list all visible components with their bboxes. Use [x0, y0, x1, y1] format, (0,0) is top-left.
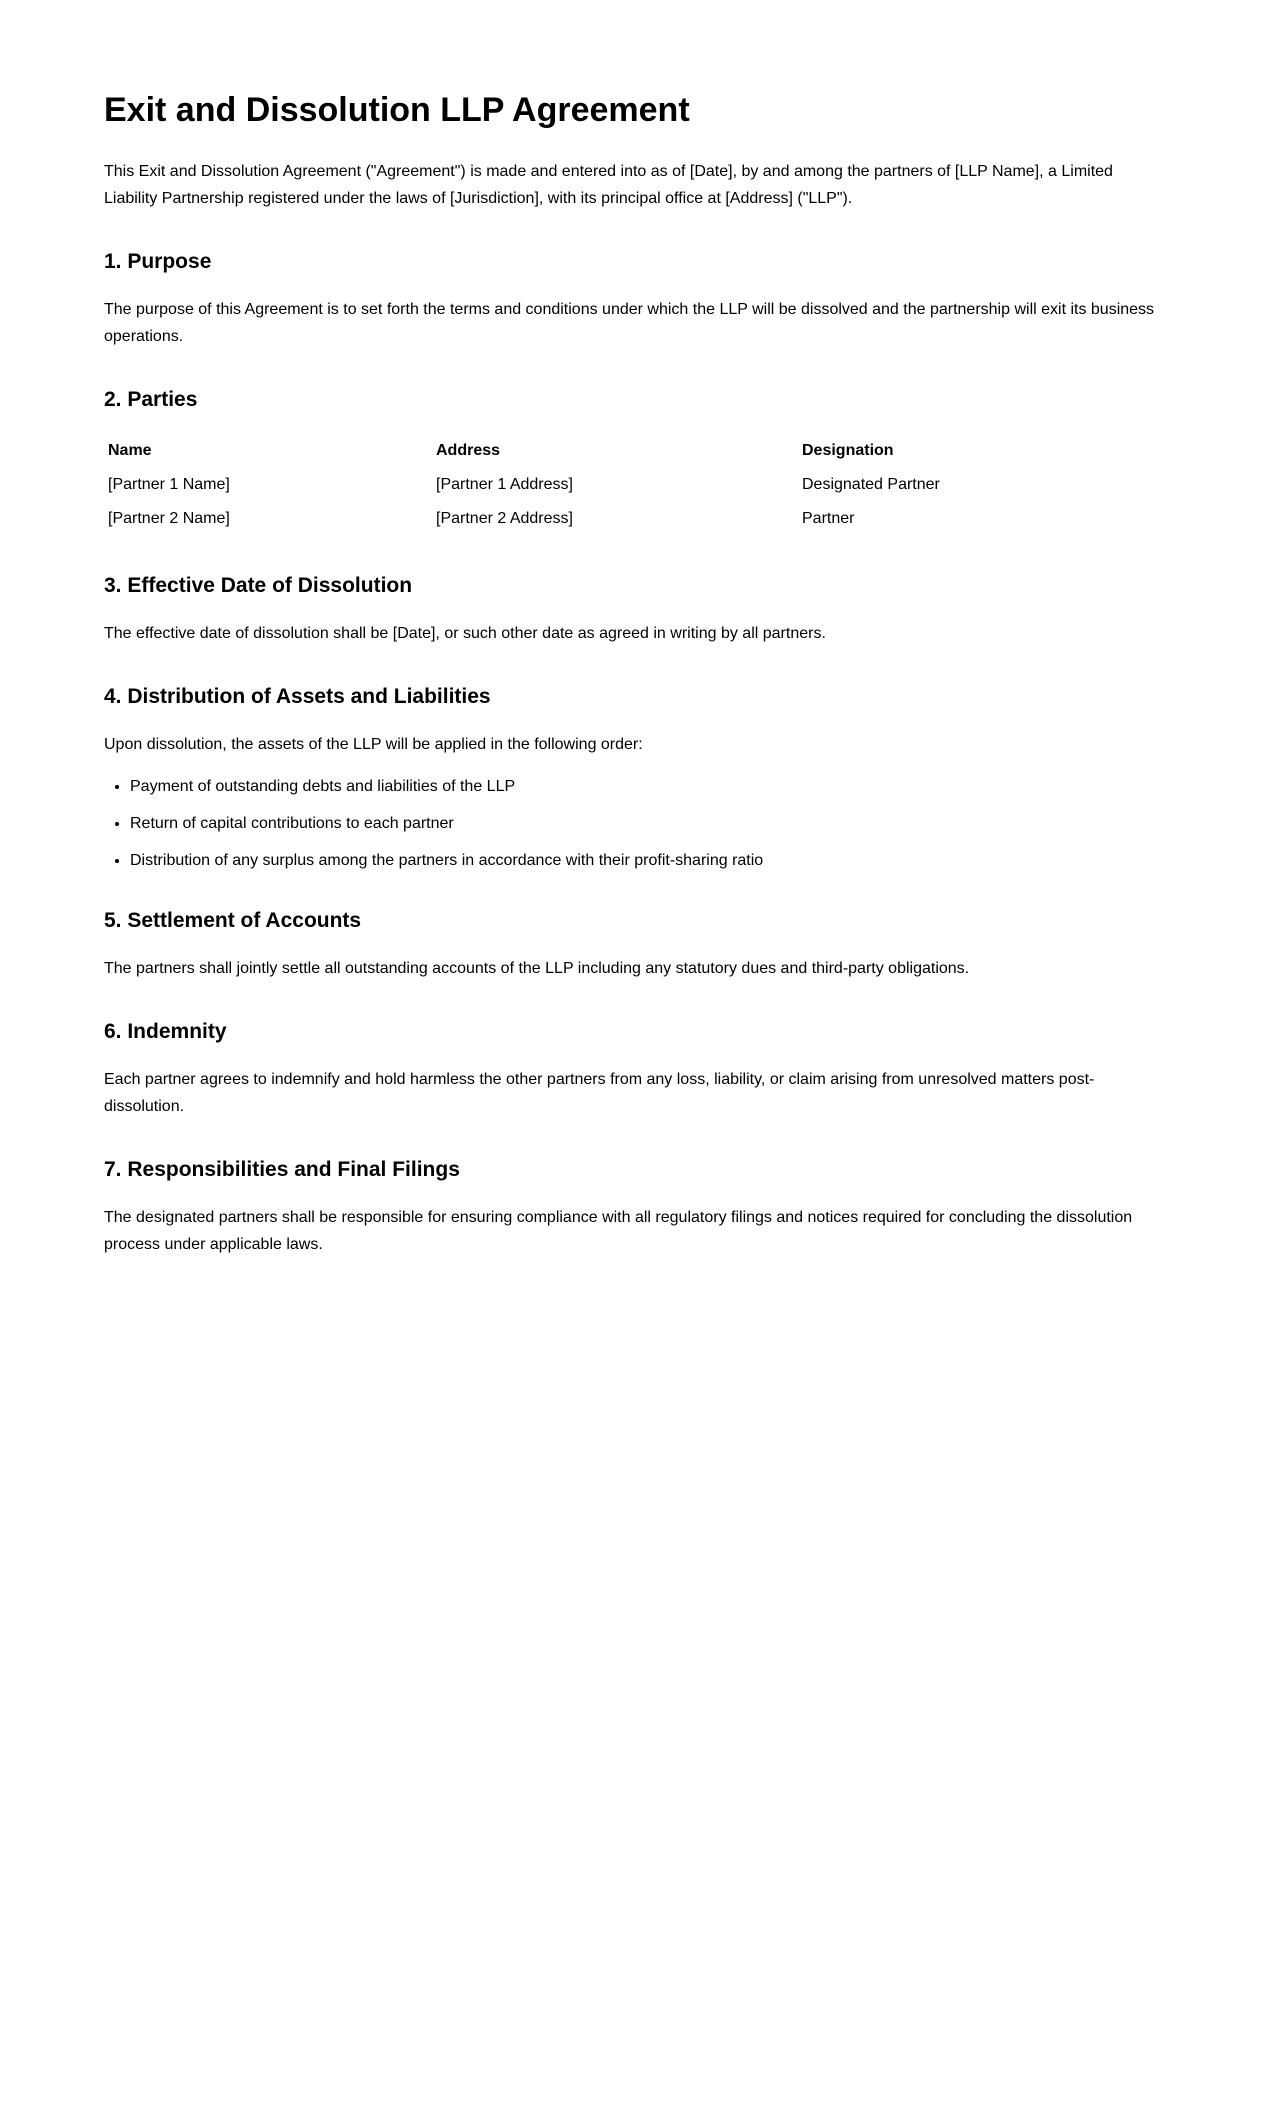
list-item: • Return of capital contributions to each partner: [130, 813, 1159, 834]
partner-designation-cell: Designated Partner: [802, 476, 940, 493]
document-title: Exit and Dissolution LLP Agreement: [104, 91, 690, 129]
section-heading: 6. Indemnity: [104, 1020, 227, 1043]
section-body: The effective date of dissolution shall be [Date], or such other date as agreed in writing by all partners.: [104, 625, 826, 642]
partner-name-cell: [Partner 2 Name]: [108, 510, 230, 527]
section-heading: 1. Purpose: [104, 250, 212, 273]
section-heading: 7. Responsibilities and Final Filings: [104, 1158, 460, 1181]
partner-address-cell: [Partner 2 Address]: [436, 510, 573, 527]
list-item: • Payment of outstanding debts and liabilities of the LLP: [130, 776, 1159, 797]
list-item: • Distribution of any surplus among the partners in accordance with their profit-sharing ratio: [130, 850, 1159, 871]
column-header-name: Name: [108, 442, 152, 459]
section-body: The partners shall jointly settle all outstanding accounts of the LLP including any statutory dues and third-party obligations.: [104, 960, 970, 977]
section-heading: 3. Effective Date of Dissolution: [104, 574, 413, 597]
section-body: Upon dissolution, the assets of the LLP will be applied in the following order:: [104, 736, 643, 753]
section-parties: [104, 386, 1159, 536]
distribution-order-list: [104, 776, 1159, 871]
partner-address-cell: [Partner 1 Address]: [436, 476, 573, 493]
section-distribution: [104, 683, 1159, 871]
section-heading: 5. Settlement of Accounts: [104, 909, 362, 932]
section-effective-date: [104, 572, 1159, 647]
table-header-row: [104, 434, 1146, 468]
section-body: Each partner agrees to indemnify and hold harmless the other partners from any loss, liability, or claim arising from unresolved matters post-dissolution.: [104, 1071, 1095, 1115]
section-settlement: [104, 907, 1159, 982]
section-heading: 4. Distribution of Assets and Liabilities: [104, 685, 491, 708]
section-body: The designated partners shall be responsible for ensuring compliance with all regulatory filings and notices required for concluding the dissolution process under applicable laws.: [104, 1209, 1133, 1253]
partner-designation-cell: Partner: [802, 510, 855, 527]
column-header-address: Address: [436, 442, 501, 459]
section-heading: 2. Parties: [104, 388, 198, 411]
section-body: The purpose of this Agreement is to set forth the terms and conditions under which the LLP will be dissolved and the partnership will exit its business operations.: [104, 301, 1155, 345]
table-row: [104, 468, 1146, 502]
partner-name-cell: [Partner 1 Name]: [108, 476, 230, 493]
table-row: [104, 502, 1146, 536]
section-purpose: [104, 248, 1159, 350]
section-indemnity: [104, 1018, 1159, 1120]
intro-paragraph: This Exit and Dissolution Agreement ("Agreement") is made and entered into as of [Date], by and among the partners of [LLP Name], a Limited Liability Partnership registered under the laws of [Jurisdiction], with its principal office at [Address] ("LLP").: [104, 163, 1113, 207]
section-filings: [104, 1156, 1159, 1258]
parties-table: [104, 434, 1146, 536]
column-header-designation: Designation: [802, 442, 894, 459]
